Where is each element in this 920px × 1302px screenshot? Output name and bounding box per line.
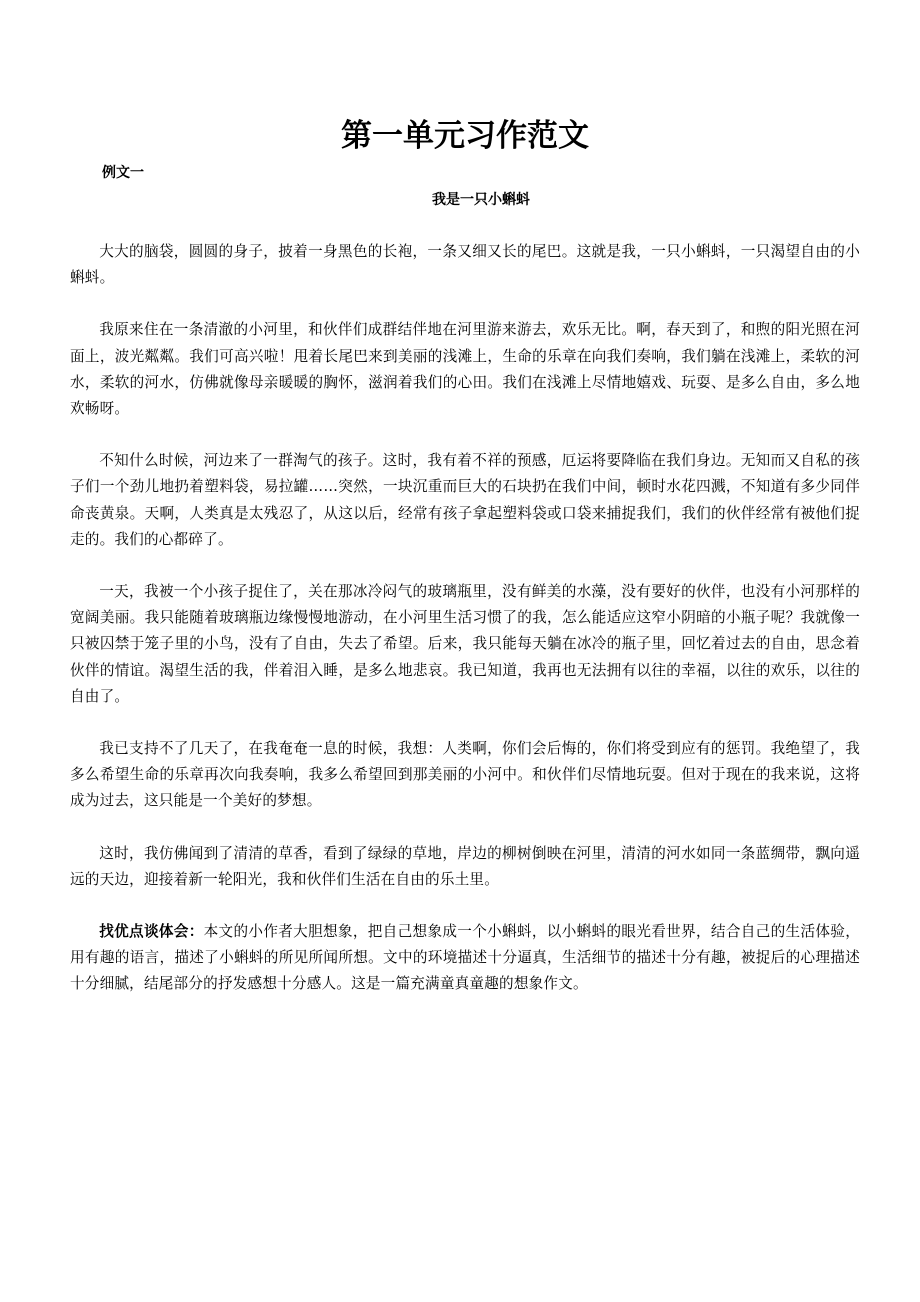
comment-paragraph (70, 919, 860, 998)
comment-text: 本文的小作者大胆想象，把自己想象成一个小蝌蚪，以小蝌蚪的眼光看世界，结合自己的生活体验，用有趣的语言，描述了小蝌蚪的所见所闻所想。文中的环境描述十分逼真，生活细节的描述十分有趣，被捉后的心理描述十分细腻，结尾部分的抒发感想十分感人。这是一篇充满童真童趣的想象作文。 (70, 923, 860, 993)
document-title: 第一单元习作范文 (341, 118, 589, 154)
example-label: 例文一 (102, 165, 144, 181)
paragraph-5: 我已支持不了几天了，在我奄奄一息的时候，我想：人类啊，你们会后悔的，你们将受到应有的惩罚。我绝望了，我多么希望生命的乐章再次向我奏响，我多么希望回到那美丽的小河中。和伙伴们尽情地玩耍。但对于现在的我来说，这将成为过去，这只能是一个美好的梦想。 (70, 740, 860, 810)
paragraph-1: 大大的脑袋，圆圆的身子，披着一身黑色的长袍，一条又细又长的尾巴。这就是我，一只小蝌蚪，一只渴望自由的小蝌蚪。 (70, 243, 860, 287)
essay-body (70, 239, 860, 1024)
paragraph-2: 我原来住在一条清澈的小河里，和伙伴们成群结伴地在河里游来游去，欢乐无比。啊，春天到了，和煦的阳光照在河面上，波光粼粼。我们可高兴啦！甩着长尾巴来到美丽的浅滩上，生命的乐章在向我们奏响，我们躺在浅滩上，柔软的河水，柔软的河水，仿佛就像母亲暖暖的胸怀，滋润着我们的心田。我们在浅滩上尽情地嬉戏、玩耍、是多么自由，多么地欢畅呀。 (70, 321, 860, 418)
comment-label: 找优点谈体会： (99, 923, 204, 941)
paragraph-4: 一天，我被一个小孩子捉住了，关在那冰冷闷气的玻璃瓶里，没有鲜美的水藻，没有要好的伙伴，也没有小河那样的宽阔美丽。我只能随着玻璃瓶边缘慢慢地游动，在小河里生活习惯了的我，怎么能适应这窄小阴暗的小瓶子呢？我就像一只被囚禁于笼子里的小鸟，没有了自由，失去了希望。后来，我只能每天躺在冰冷的瓶子里，回忆着过去的自由，思念着伙伴的情谊。渴望生活的我，伴着泪入睡，是多么地悲哀。我已知道，我再也无法拥有以往的幸福，以往的欢乐，以往的自由了。 (70, 583, 860, 705)
essay-title: 我是一只小蝌蚪 (432, 192, 530, 208)
paragraph-3: 不知什么时候，河边来了一群淘气的孩子。这时，我有着不祥的预感，厄运将要降临在我们身边。无知而又自私的孩子们一个劲儿地扔着塑料袋，易拉罐……突然，一块沉重而巨大的石块扔在我们中间，顿时水花四溅，不知道有多少同伴命丧黄泉。天啊，人类真是太残忍了，从这以后，经常有孩子拿起塑料袋或口袋来捕捉我们，我们的伙伴经常有被他们捉走的。我们的心都碎了。 (70, 452, 860, 548)
paragraph-6: 这时，我仿佛闻到了清清的草香，看到了绿绿的草地，岸边的柳树倒映在河里，清清的河水如同一条蓝绸带，飘向遥远的天边，迎接着新一轮阳光，我和伙伴们生活在自由的乐土里。 (70, 844, 860, 888)
